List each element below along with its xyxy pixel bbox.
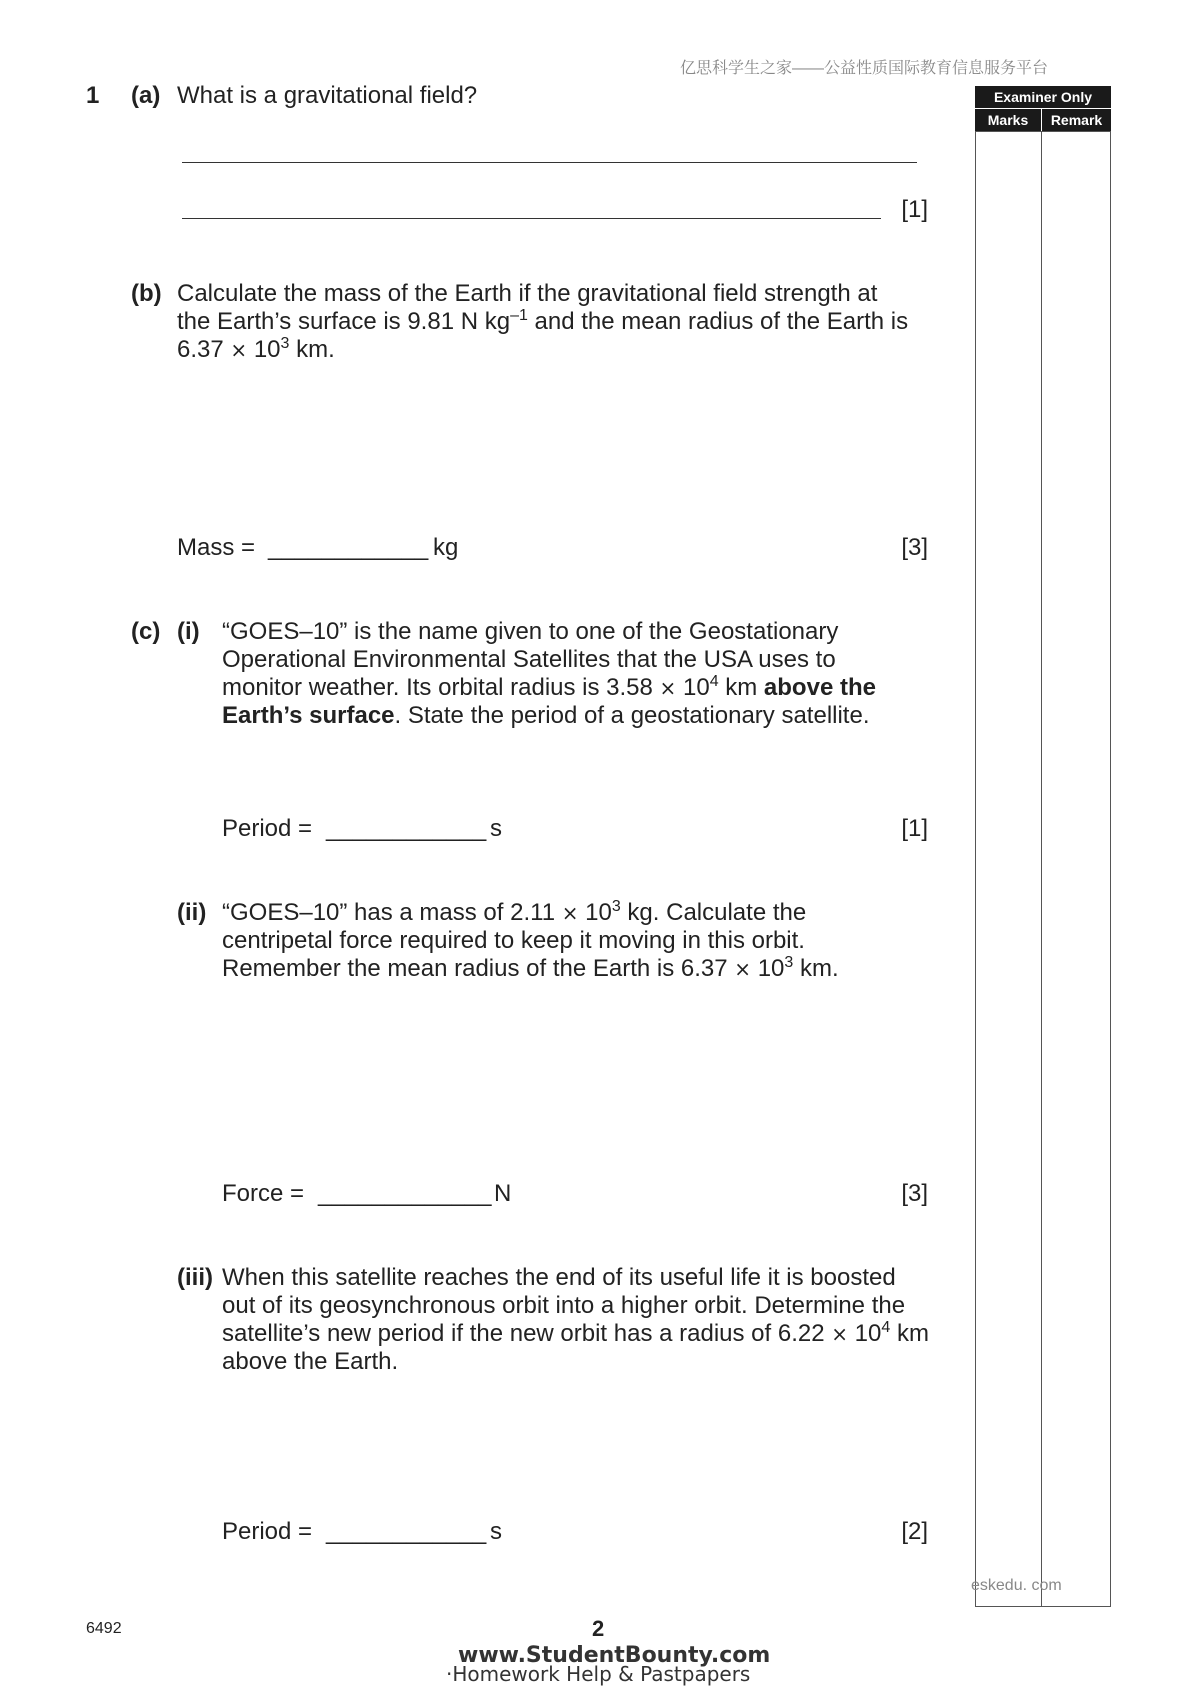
period-iii-answer-unit: s — [490, 1518, 502, 1545]
examiner-only-header: Examiner Only — [975, 86, 1111, 108]
part-c-label: (c) — [131, 618, 161, 645]
force-answer-unit: N — [494, 1180, 512, 1207]
part-a-question: What is a gravitational field? — [177, 82, 478, 109]
period-i-answer-unit: s — [490, 815, 502, 842]
part-c-i-marks: [1] — [901, 815, 928, 842]
part-c-i-line2: Operational Environmental Satellites that the USA uses to — [222, 646, 836, 673]
studentbounty-tagline: ·Homework Help & Pastpapers — [446, 1662, 751, 1686]
part-c-i-label: (i) — [177, 618, 200, 645]
part-c-iii-marks: [2] — [901, 1518, 928, 1545]
answer-line-a2[interactable] — [182, 218, 881, 219]
part-b-line3: $6.37 \times 10^3$ km. — [177, 335, 335, 363]
part-b-line1: Calculate the mass of the Earth if the gravitational field strength at — [177, 280, 878, 307]
part-c-iii-line3: satellite’s new period if the new orbit has a radius of $6.22 \times 10^4$ km — [222, 1319, 929, 1347]
part-c-ii-marks: [3] — [901, 1180, 928, 1207]
page-number: 2 — [592, 1616, 605, 1641]
period-iii-answer-blank[interactable]: ____________ — [326, 1518, 487, 1545]
footer-watermark: eskedu. com — [971, 1577, 1062, 1594]
period-iii-answer-label: Period = — [222, 1518, 313, 1545]
part-b-marks: [3] — [901, 534, 928, 561]
marks-column-header: Marks — [975, 109, 1041, 131]
remark-column-header: Remark — [1042, 109, 1111, 131]
part-c-iii-line1: When this satellite reaches the end of its useful life it is boosted — [222, 1264, 896, 1291]
part-c-i-line1: “GOES–10” is the name given to one of the Geostationary — [222, 618, 839, 645]
part-a-label: (a) — [131, 82, 161, 109]
part-c-ii-line3: Remember the mean radius of the Earth is $6.37 \times 10^3$ km. — [222, 954, 839, 982]
examiner-column-divider — [1041, 131, 1042, 1607]
paper-code: 6492 — [86, 1620, 122, 1637]
part-c-iii-line4: above the Earth. — [222, 1348, 399, 1375]
question-number: 1 — [86, 82, 100, 109]
answer-line-a1[interactable] — [182, 162, 917, 163]
force-answer-blank[interactable]: _____________ — [318, 1180, 492, 1207]
part-c-iii-label: (iii) — [177, 1264, 213, 1291]
examiner-column-box — [975, 131, 1111, 1607]
studentbounty-site[interactable]: www.StudentBounty.com — [458, 1643, 771, 1668]
part-b-label: (b) — [131, 280, 162, 307]
part-c-i-line3: monitor weather. Its orbital radius is $3.58 \times 10^4$ km above the — [222, 673, 876, 701]
part-c-i-line4: Earth’s surface. State the period of a geostationary satellite. — [222, 702, 870, 729]
period-i-answer-label: Period = — [222, 815, 313, 842]
part-c-ii-line2: centripetal force required to keep it moving in this orbit. — [222, 927, 805, 954]
force-answer-label: Force = — [222, 1180, 305, 1207]
part-b-line2: the Earth’s surface is 9.81 N $kg^{-1}$ and the mean radius of the Earth is — [177, 307, 909, 335]
mass-answer-blank[interactable]: ____________ — [268, 534, 429, 561]
period-i-answer-blank[interactable]: ____________ — [326, 815, 487, 842]
part-c-ii-label: (ii) — [177, 899, 207, 926]
part-a-marks: [1] — [901, 196, 928, 223]
part-c-iii-line2: out of its geosynchronous orbit into a higher orbit. Determine the — [222, 1292, 906, 1319]
mass-answer-unit: kg — [433, 534, 459, 561]
mass-answer-label: Mass = — [177, 534, 256, 561]
part-c-ii-line1: “GOES–10” has a mass of $2.11 \times 10^3$ kg. Calculate the — [222, 898, 807, 926]
header-watermark: 亿思科学生之家——公益性质国际教育信息服务平台 — [680, 60, 1049, 77]
